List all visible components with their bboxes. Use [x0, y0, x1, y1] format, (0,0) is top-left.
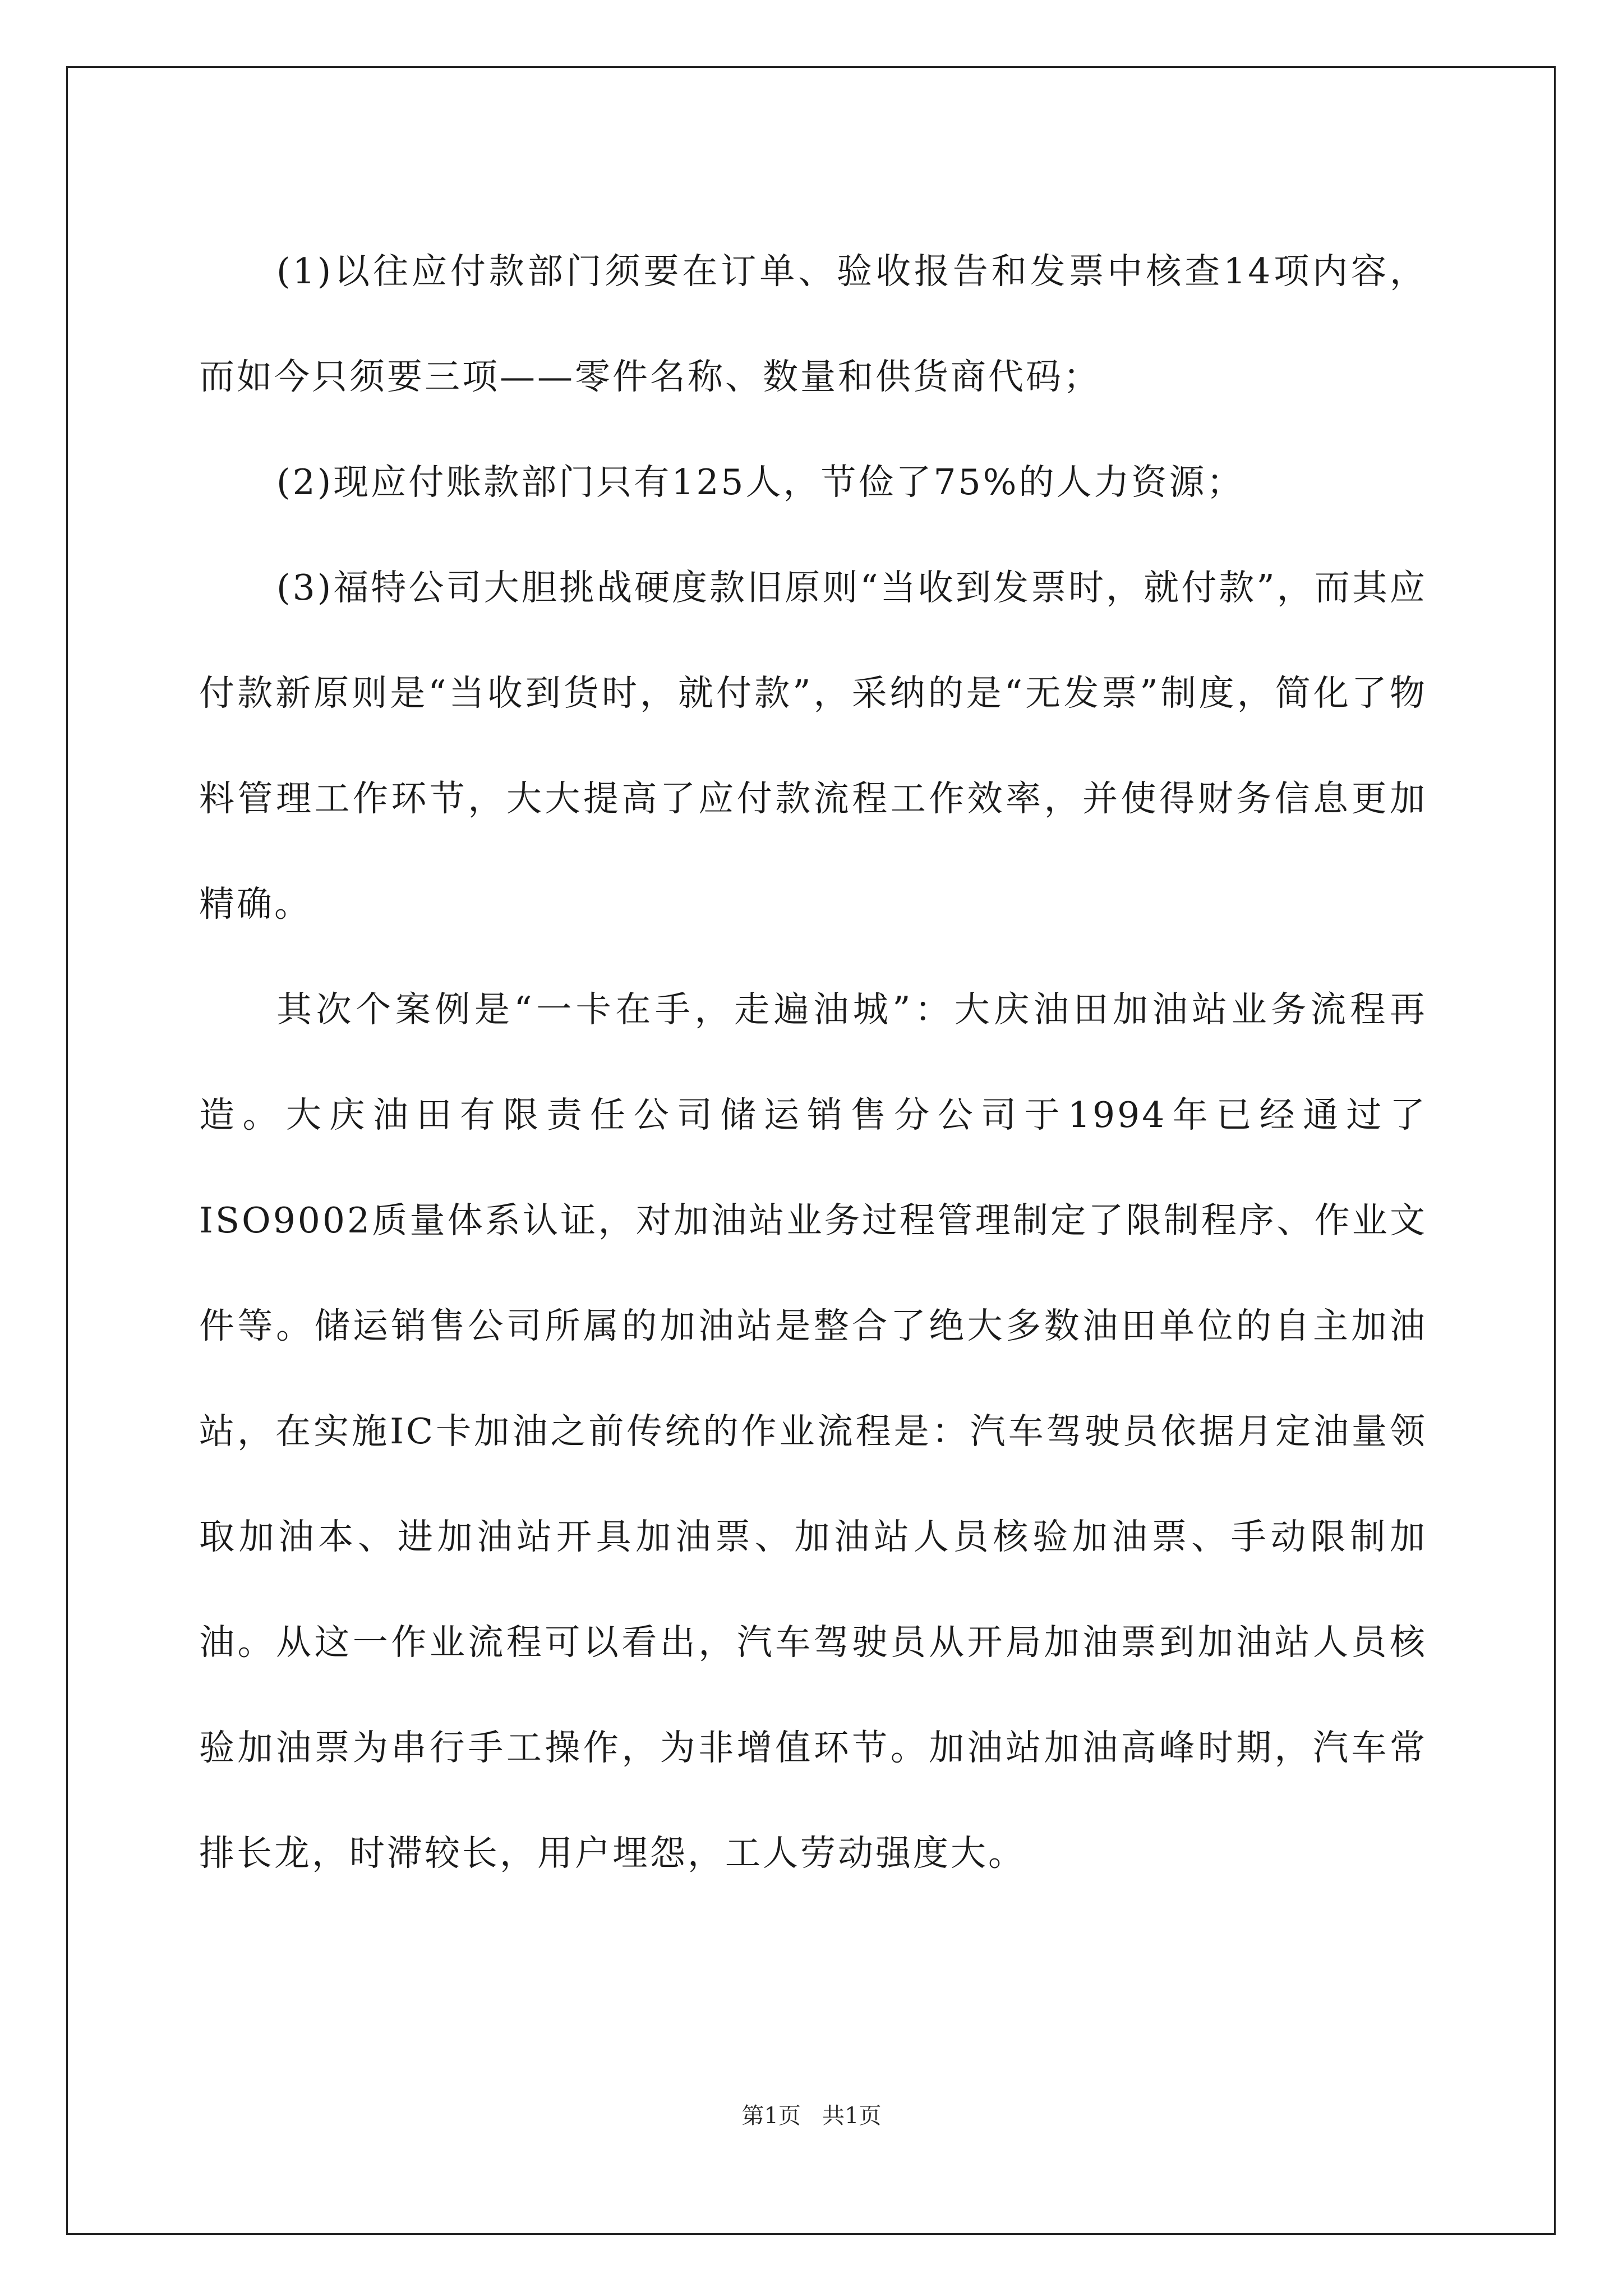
paragraph-1: (1)以往应付款部门须要在订单、验收报告和发票中核查14项内容，而如今只须要三项——零件名称、数量和供货商代码； — [199, 251, 1427, 397]
document-body — [199, 219, 1427, 1906]
paragraph-4: 其次个案例是“一卡在手，走遍油城”：大庆油田加油站业务流程再造。大庆油田有限责任公司储运销售分公司于1994年已经通过了ISO9002质量体系认证，对加油站业务过程管理制定了限制程序、作业文件等。储运销售公司所属的加油站是整合了绝大多数油田单位的自主加油站，在实施IC卡加油之前传统的作业流程是：汽车驾驶员依据月定油量领取加油本、进加油站开具加油票、加油站人员核验加油票、手动限制加油。从这一作业流程可以看出，汽车驾驶员从开局加油票到加油站人员核验加油票为串行手工操作，为非增值环节。加油站加油高峰时期，汽车常排长龙，时滞较长，用户埋怨，工人劳动强度大。 — [199, 989, 1427, 1874]
paragraph-2: (2)现应付账款部门只有125人，节俭了75%的人力资源； — [276, 462, 1244, 503]
paragraph-3: (3)福特公司大胆挑战硬度款旧原则“当收到发票时，就付款”，而其应付款新原则是“当收到货时，就付款”，采纳的是“无发票”制度，简化了物料管理工作环节，大大提高了应付款流程工作效率，并使得财务信息更加精确。 — [199, 567, 1427, 924]
page-number-footer: 第1页 共1页 — [741, 2103, 882, 2129]
